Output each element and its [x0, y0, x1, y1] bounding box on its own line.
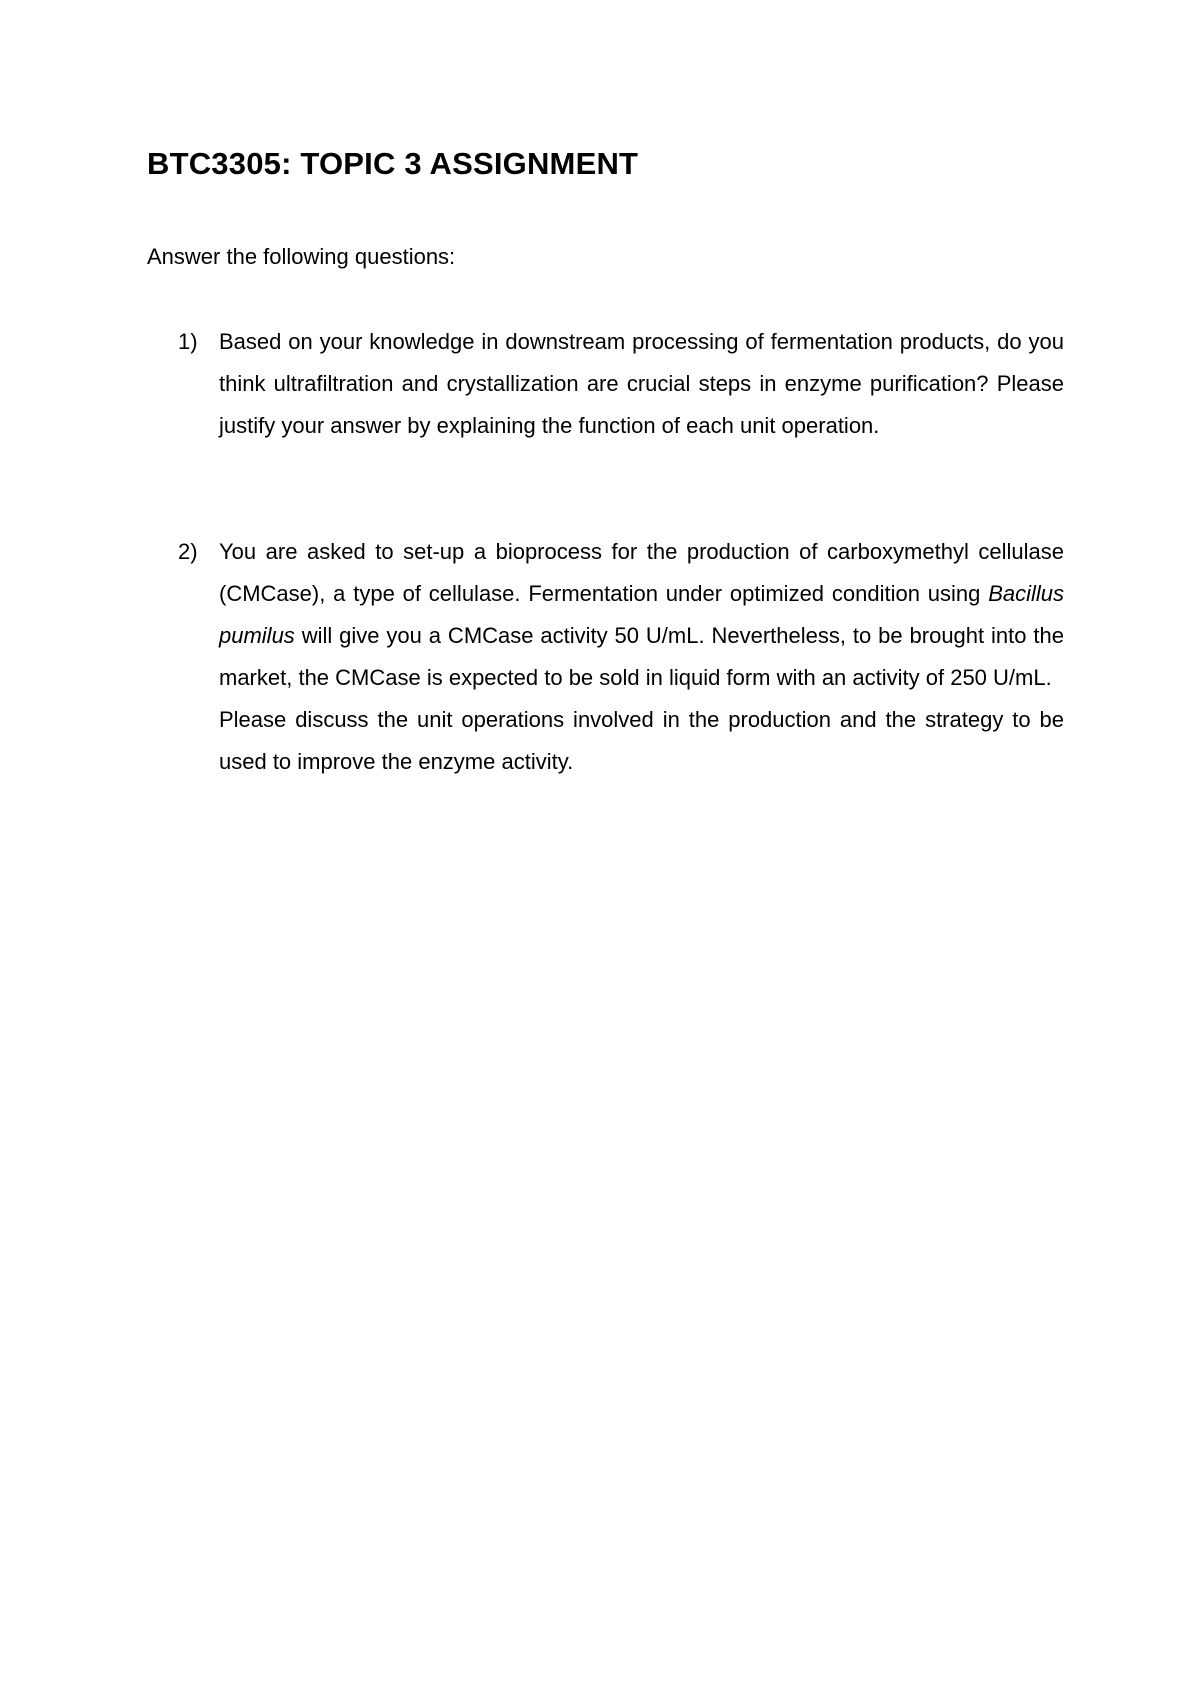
- question-text: [219, 531, 1064, 699]
- question-number: 1): [178, 329, 198, 354]
- question-text-paragraph-2: Please discuss the unit operations involved in the production and the strategy to be used to improve the enzyme activity.: [219, 707, 1064, 774]
- instruction-text: Answer the following questions:: [147, 244, 456, 269]
- question-1: [178, 321, 1064, 447]
- question-body: [219, 531, 1064, 783]
- document-title: BTC3305: TOPIC 3 ASSIGNMENT: [147, 146, 639, 181]
- question-body: [219, 321, 1064, 447]
- question-text-part: You are asked to set-up a bioprocess for the production of carboxymethyl cellulase (CMCase), a type of cellulase. Fermentation under optimized condition using: [219, 539, 1064, 606]
- question-2: [178, 531, 1064, 783]
- question-text-part: will give you a CMCase activity 50 U/mL. Nevertheless, to be brought into the market, the CMCase is expected to be sold in liquid form with an activity of 250 U/mL.: [219, 623, 1064, 690]
- organism-name: Bacillus pumilus: [219, 581, 1064, 648]
- question-text: Based on your knowledge in downstream processing of fermentation products, do you think ultrafiltration and crystallization are crucial steps in enzyme purification? Please justify your answer by explaining the function of each unit operation.: [219, 329, 1064, 438]
- question-number: 2): [178, 539, 198, 564]
